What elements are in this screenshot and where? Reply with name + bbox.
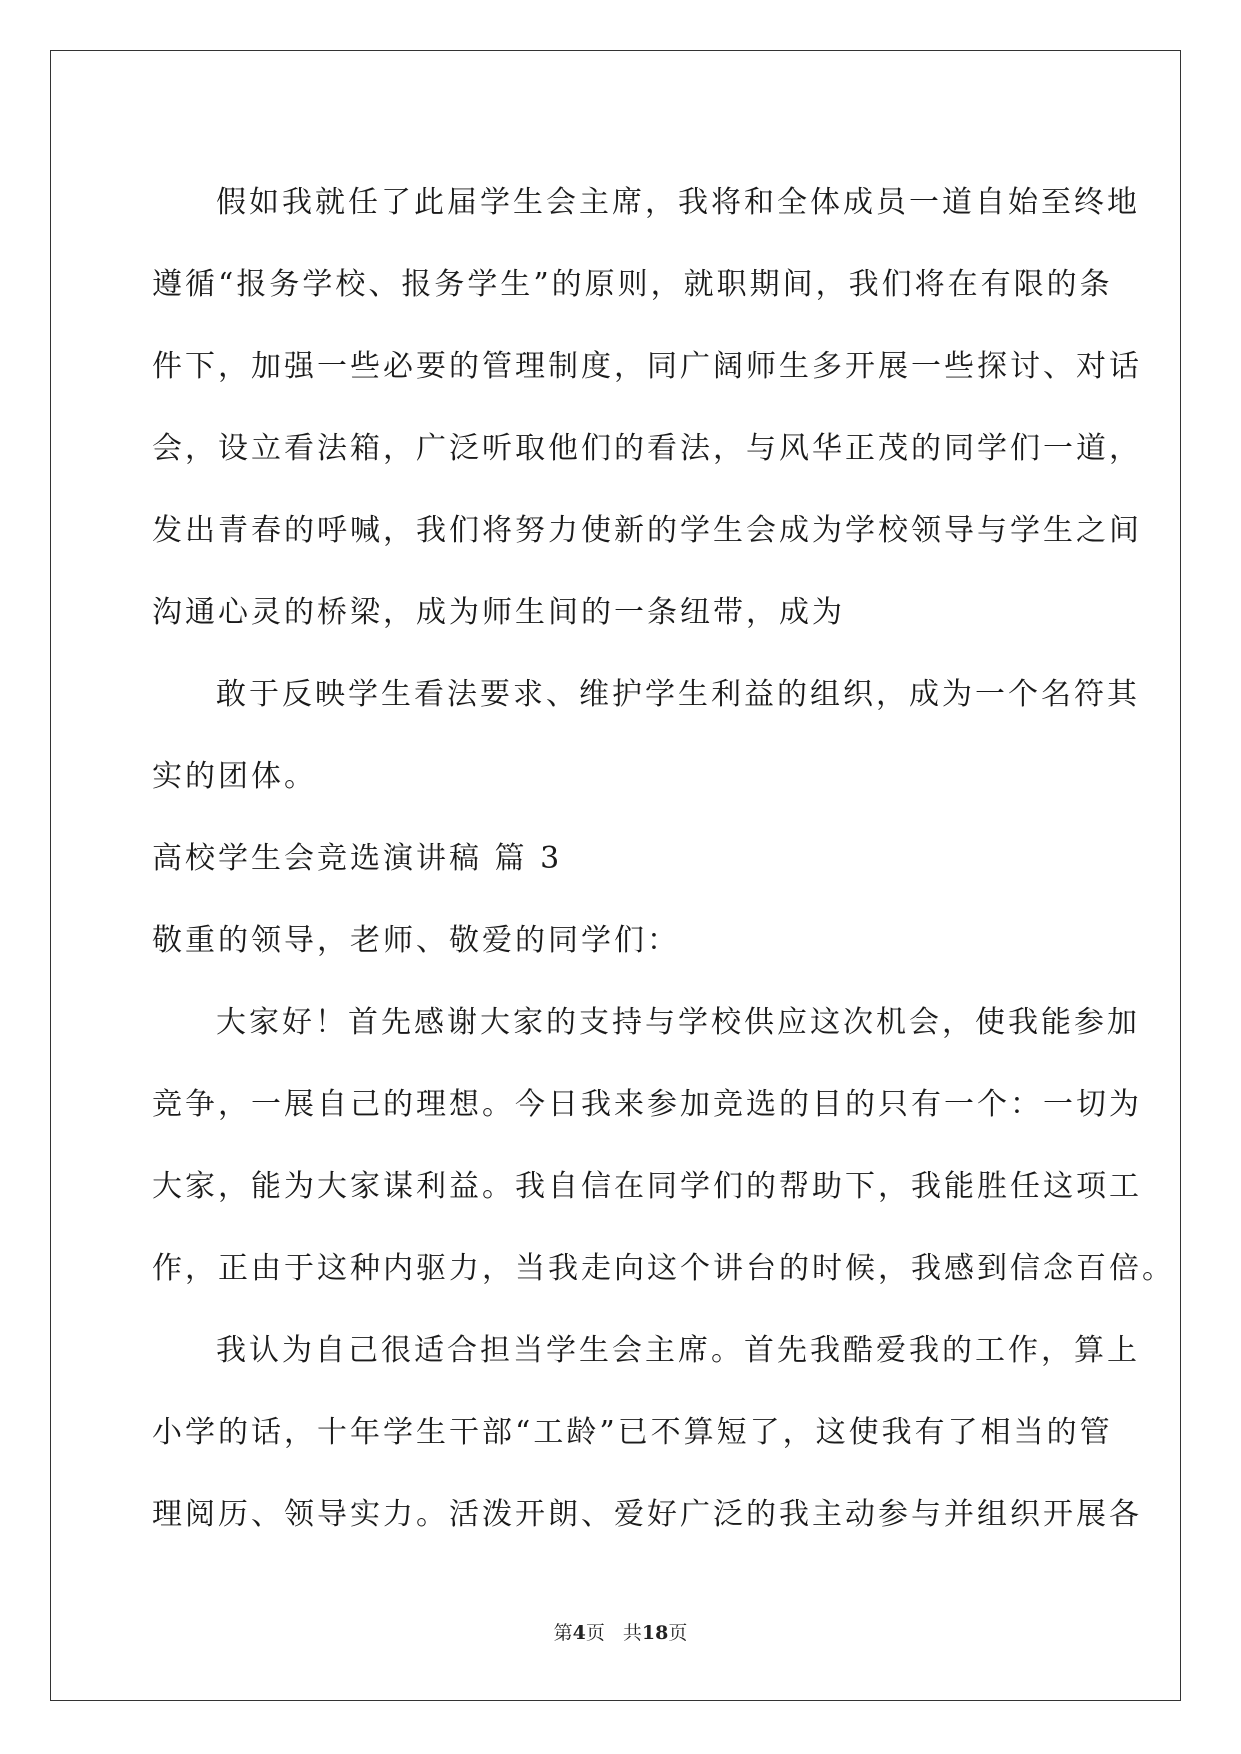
text-line: 小学的话，十年学生干部“工龄”已不算短了，这使我有了相当的管 (152, 1415, 1113, 1450)
text-line: 我认为自己很适合担当学生会主席。首先我酷爱我的工作，算上 (216, 1333, 1140, 1368)
text-line: 竞争，一展自己的理想。今日我来参加竞选的目的只有一个：一切为 (152, 1087, 1142, 1122)
paragraph (152, 900, 1092, 982)
text-line: 会，设立看法箱，广泛听取他们的看法，与风华正茂的同学们一道， (152, 431, 1142, 466)
footer-page-prefix: 第 (553, 1622, 573, 1644)
text-line: 大家，能为大家谋利益。我自信在同学们的帮助下，我能胜任这项工 (152, 1169, 1142, 1204)
document-body (152, 162, 1175, 1556)
text-line: 实的团体。 (152, 759, 317, 794)
page-footer (0, 1618, 1241, 1645)
text-line: 遵循“报务学校、报务学生”的原则，就职期间，我们将在有限的条 (152, 267, 1113, 302)
footer-total-prefix: 共 (622, 1622, 642, 1644)
paragraph (152, 1310, 1142, 1556)
footer-total-pages: 18 (641, 1622, 669, 1644)
text-line: 大家好！首先感谢大家的支持与学校供应这次机会，使我能参加 (216, 1005, 1140, 1040)
paragraph (152, 654, 1140, 818)
paragraph (152, 162, 1142, 654)
text-line: 高校学生会竞选演讲稿 篇 3 (152, 841, 563, 876)
footer-page-number: 4 (572, 1622, 586, 1644)
text-line: 沟通心灵的桥梁，成为师生间的一条纽带，成为 (152, 595, 845, 630)
text-line: 假如我就任了此届学生会主席，我将和全体成员一道自始至终地 (216, 185, 1140, 220)
text-line: 敢于反映学生看法要求、维护学生利益的组织，成为一个名符其 (216, 677, 1140, 712)
paragraph (152, 982, 1175, 1310)
footer-page-suffix: 页 (585, 1622, 605, 1644)
text-line: 敬重的领导，老师、敬爱的同学们： (152, 923, 680, 958)
footer-total-suffix: 页 (668, 1622, 688, 1644)
text-line: 作，正由于这种内驱力，当我走向这个讲台的时候，我感到信念百倍。 (152, 1251, 1175, 1286)
text-line: 理阅历、领导实力。活泼开朗、爱好广泛的我主动参与并组织开展各 (152, 1497, 1142, 1532)
text-line: 件下，加强一些必要的管理制度，同广阔师生多开展一些探讨、对话 (152, 349, 1142, 384)
paragraph (152, 818, 1092, 900)
text-line: 发出青春的呼喊，我们将努力使新的学生会成为学校领导与学生之间 (152, 513, 1142, 548)
